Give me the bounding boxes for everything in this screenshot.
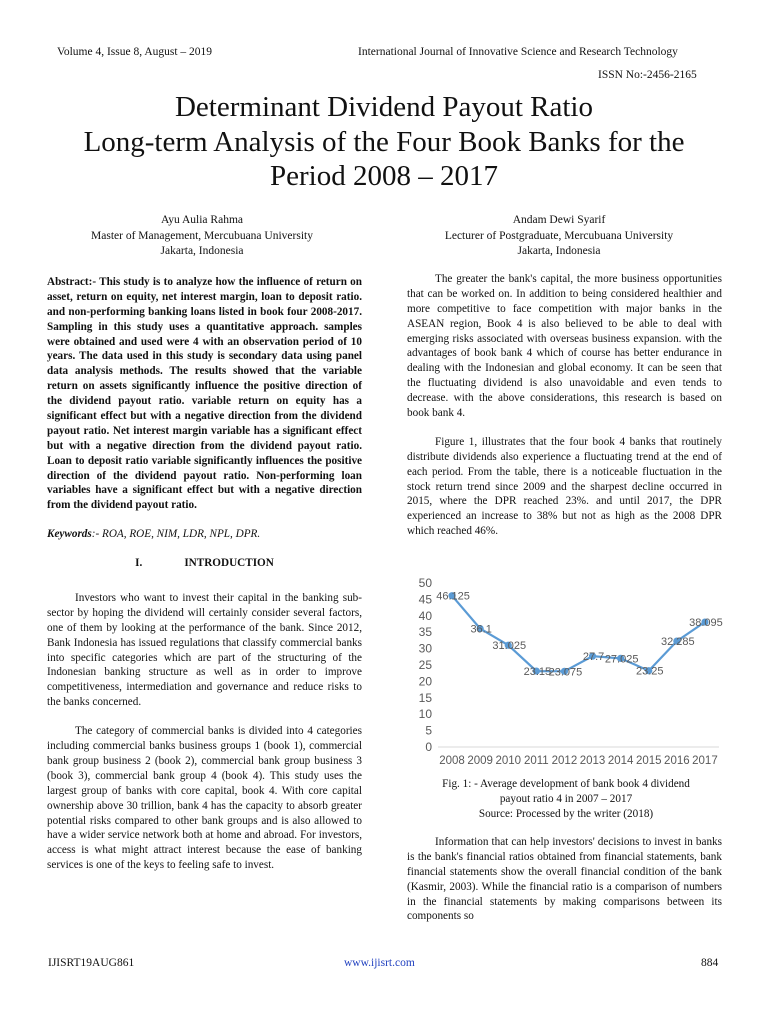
data-label: 31.025 [492, 640, 527, 653]
paragraph: The greater the bank's capital, the more business opportunities that can be worked on. In addition to being considered healthier and more competitive to face competition with major banks in the ASEAN region, Book 4 is also believed to be able to deal with emerging risks associated with overseas business expansion. with the advantages of book bank 4 which of course has better endurance in dealing with the Indonesian and global economy. It can be seen that the fluctuating dividend is also unavoidable and even tends to decrease. with the above considerations, this research is based on book bank 4. [407, 273, 722, 420]
section-heading [47, 556, 362, 571]
data-label: 23.25 [635, 665, 664, 678]
author-block-1 [37, 213, 367, 260]
y-tick-label: 20 [418, 674, 432, 689]
y-tick-label: 5 [425, 723, 432, 738]
y-tick-label: 40 [418, 608, 432, 623]
y-tick-label: 10 [418, 707, 432, 722]
header-journal: International Journal of Innovative Science and Research Technology [358, 46, 678, 58]
author-name: Andam Dewi Syarif [512, 214, 606, 226]
title-line: Determinant Dividend Payout Ratio [174, 91, 593, 123]
paragraph: The category of commercial banks is divided into 4 categories including commercial banks business groups 1 (book 1), commercial bank group business 2 (book 2), commercial bank group business 3 (book 3), commercial bank group 4 (book 4). This study uses the largest group of banks with core capital, book 4. With core capital ownership above 30 trillion, bank 4 has the capacity to absorb greater potential risks compared to other bank groups and is also allowed to have a wider service network both at home and abroad. For investors, access is what might attract interest because the ease of banking services is one of the keys to feeling safe to invest. [47, 725, 362, 872]
footer-page-number: 884 [701, 957, 719, 969]
data-label: 27.025 [604, 653, 639, 666]
abstract: Abstract:- This study is to analyze how the influence of return on asset, return on equity, net interest margin, loan to deposit ratio. and non-performing banking loans listed in book four 2008-2017. Sampling in this study uses a quantitative approach. samples were obtained and used were 4 with an observation period of 10 years. The data used in this study is secondary data using panel data analysis methods. The results showed that the variable return on assets significantly influence the positive direction of the dividend payout ratio. variable return on equity has a significant effect but with a negative direction from the dividend payout ratio. Net interest margin variable has a significant effect but with a negative direction from the dividend payout ratio. Loan to deposit ratio variable significantly influences the positive direction of the dividend payout ratio. Non-performing loan variables have a significant effect but with a negative direction from the dividend payout ratio. [47, 276, 362, 512]
figure-caption [405, 777, 727, 822]
y-tick-label: 45 [418, 592, 432, 607]
data-label: 27.7 [582, 651, 605, 664]
keywords-list: :- ROA, ROE, NIM, LDR, NPL, DPR. [91, 528, 261, 541]
paragraph: Figure 1, illustrates that the four book 4 banks that routinely distribute dividends also experience a fluctuating trend at the end of each period. From the table, there is a noticeable fluctuation in the stock return trend since 2009 and the sharpest decline occurred in 2015, where the DPR reached 23%. and until 2017, the DPR experienced an increase to 38% but not as high as the 2008 DPR which reached 46%. [407, 435, 722, 538]
caption-line: Fig. 1: - Average development of bank book 4 dividend [442, 778, 690, 790]
paragraph: Information that can help investors' decisions to invest in banks is the bank's financial ratios obtained from financial statements, bank financial statements show the overall financial condition of the bank (Kasmir, 2003). While the financial ratio is a comparison of numbers in the financial statements by making comparisons between its components so [407, 836, 722, 923]
y-tick-label: 15 [418, 690, 432, 705]
author-location: Jakarta, Indonesia [160, 245, 244, 258]
data-label: 38.095 [689, 617, 723, 630]
x-tick-label: 2016 [664, 755, 690, 767]
x-tick-label: 2009 [467, 755, 493, 767]
keywords-label: Keywords [47, 528, 92, 541]
paper-title [40, 90, 728, 194]
right-column [407, 272, 722, 553]
author-affiliation: Lecturer of Postgraduate, Mercubuana University [444, 229, 674, 242]
y-tick-label: 35 [418, 625, 432, 640]
caption-line: payout ratio 4 in 2007 – 2017 [499, 793, 633, 806]
y-tick-label: 25 [418, 658, 432, 672]
x-tick-label: 2011 [523, 755, 549, 767]
header-volume: Volume 4, Issue 8, August – 2019 [57, 46, 213, 58]
data-label: 23.075 [548, 666, 583, 679]
data-label: 36.1 [470, 623, 492, 636]
footer-website-link[interactable]: www.ijisrt.com [344, 957, 415, 969]
y-tick-label: 0 [425, 740, 432, 754]
title-line: Period 2008 – 2017 [270, 160, 498, 192]
paragraph: Investors who want to invest their capital in the banking sub-sector by hoping the dividend will certainly consider several factors, one of them by looking at the performance of the bank. Since 2012, Bank Indonesia has issued regulations that classify commercial banks into specific categories which are part of the structuring of the Indonesian banking structure as well as in order to improve competitiveness, intermediation and governance and reduce risks to the banks concerned. [47, 592, 362, 709]
title-line: Long-term Analysis of the Four Book Banks for the [83, 125, 685, 158]
chart-svg [405, 568, 727, 774]
section-title: INTRODUCTION [184, 557, 274, 570]
right-column-continued [407, 835, 722, 938]
header-issn: ISSN No:-2456-2165 [598, 69, 697, 81]
dpr-line-chart [405, 568, 727, 774]
footer-paper-id: IJISRT19AUG861 [48, 957, 135, 969]
x-tick-label: 2008 [439, 755, 465, 767]
section-number: I. [135, 557, 143, 570]
data-label: 32.285 [661, 636, 695, 649]
left-column [47, 275, 362, 887]
y-tick-label: 50 [418, 576, 432, 590]
caption-source: Source: Processed by the writer (2018) [478, 808, 654, 821]
author-affiliation: Master of Management, Mercubuana University [91, 229, 313, 242]
author-block-2 [394, 213, 724, 260]
x-tick-label: 2015 [635, 755, 662, 767]
author-name: Ayu Aulia Rahma [161, 214, 243, 226]
x-tick-label: 2010 [495, 755, 522, 767]
x-tick-label: 2017 [692, 755, 718, 767]
author-location: Jakarta, Indonesia [517, 245, 601, 258]
keywords [47, 527, 362, 542]
data-label: 46.125 [436, 590, 470, 603]
data-label: 23.15 [523, 666, 552, 679]
y-tick-label: 30 [418, 641, 432, 656]
x-tick-label: 2012 [551, 755, 578, 767]
x-tick-label: 2013 [579, 755, 606, 767]
x-tick-label: 2014 [607, 755, 634, 767]
